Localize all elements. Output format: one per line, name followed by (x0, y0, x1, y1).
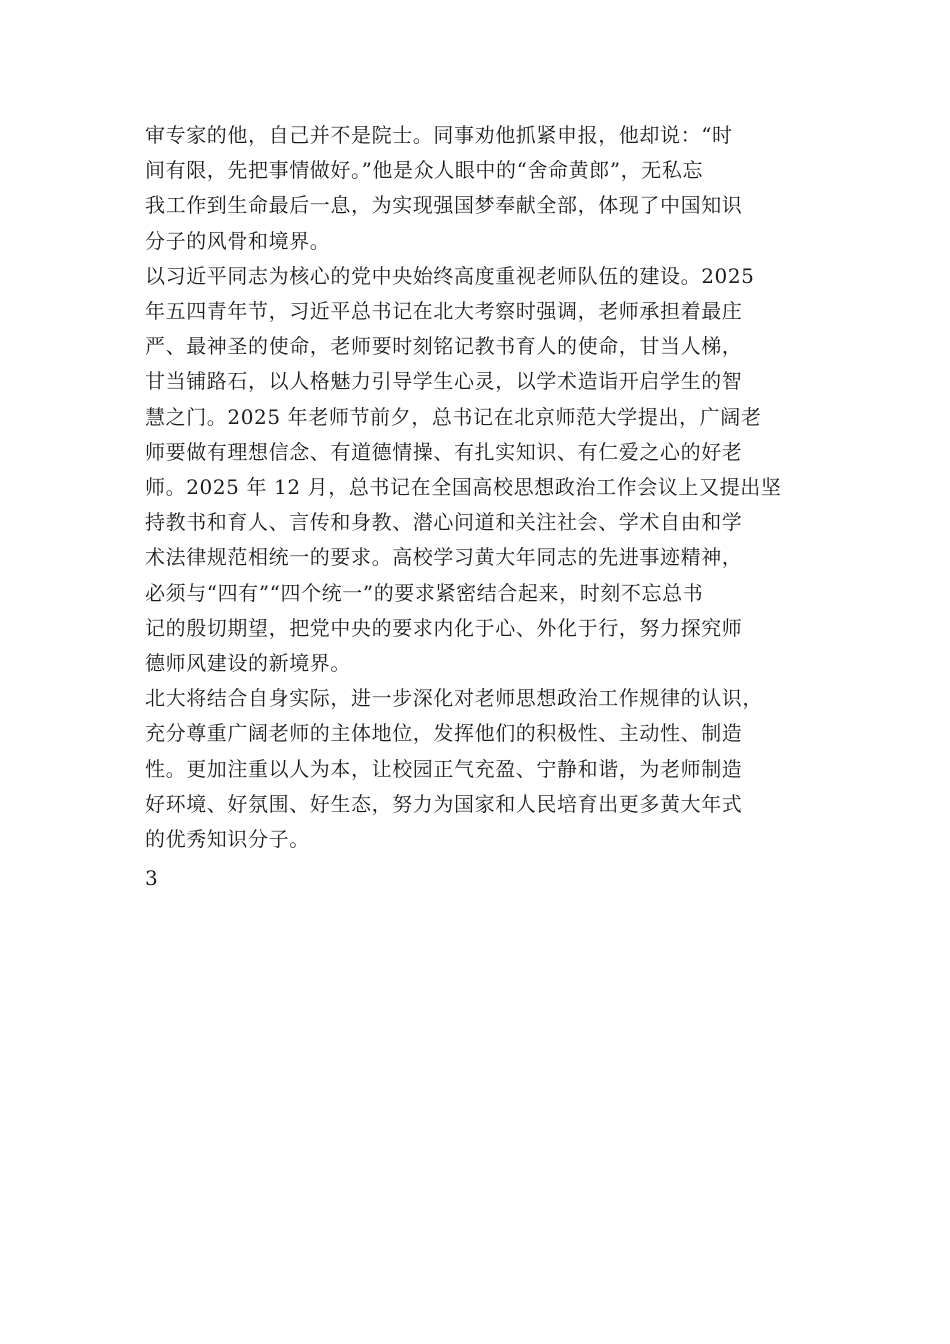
paragraph-3 (145, 681, 807, 857)
page-number: 3 (145, 866, 159, 891)
text-line: 慧之门。2025 年老师节前夕，总书记在北京师范大学提出，广阔老 (145, 404, 762, 429)
paragraph-2 (145, 259, 807, 681)
text-line: 术法律规范相统一的要求。高校学习黄大年同志的先进事迹精神， (145, 545, 743, 570)
text-line: 德师风建设的新境界。 (145, 651, 351, 676)
text-line: 年五四青年节，习近平总书记在北大考察时强调，老师承担着最庄 (145, 299, 743, 324)
text-line: 师。2025 年 12 月，总书记在全国高校思想政治工作会议上又提出坚 (145, 475, 782, 500)
text-line: 甘当铺路石，以人格魅力引导学生心灵，以学术造诣开启学生的智 (145, 369, 743, 394)
text-line: 充分尊重广阔老师的主体地位，发挥他们的积极性、主动性、制造 (145, 721, 743, 746)
text-line: 持教书和育人、言传和身教、潜心问道和关注社会、学术自由和学 (145, 510, 743, 535)
text-line: 间有限，先把事情做好。”他是众人眼中的“舍命黄郎”，无私忘 (145, 158, 704, 183)
text-line: 师要做有理想信念、有道德情操、有扎实知识、有仁爱之心的好老 (145, 439, 743, 464)
document-body (145, 118, 807, 896)
text-line: 好环境、好氛围、好生态，努力为国家和人民培育出更多黄大年式 (145, 791, 743, 816)
text-line: 北大将结合自身实际，进一步深化对老师思想政治工作规律的认识， (145, 686, 763, 711)
paragraph-1 (145, 118, 807, 259)
text-line: 性。更加注重以人为本，让校园正气充盈、宁静和谐，为老师制造 (145, 756, 743, 781)
text-line: 我工作到生命最后一息，为实现强国梦奉献全部，体现了中国知识 (145, 193, 743, 218)
text-line: 审专家的他，自己并不是院士。同事劝他抓紧申报，他却说：“时 (145, 123, 733, 147)
text-line: 必须与“四有”“四个统一”的要求紧密结合起来，时刻不忘总书 (145, 580, 704, 605)
text-line: 以习近平同志为核心的党中央始终高度重视老师队伍的建设。2025 (145, 263, 755, 288)
text-line: 分子的风骨和境界。 (145, 228, 331, 253)
text-line: 的优秀知识分子。 (145, 827, 310, 852)
text-line: 严、最神圣的使命，老师要时刻铭记教书育人的使命，甘当人梯， (145, 334, 743, 359)
text-line: 记的殷切期望，把党中央的要求内化于心、外化于行，努力探究师 (145, 615, 743, 640)
